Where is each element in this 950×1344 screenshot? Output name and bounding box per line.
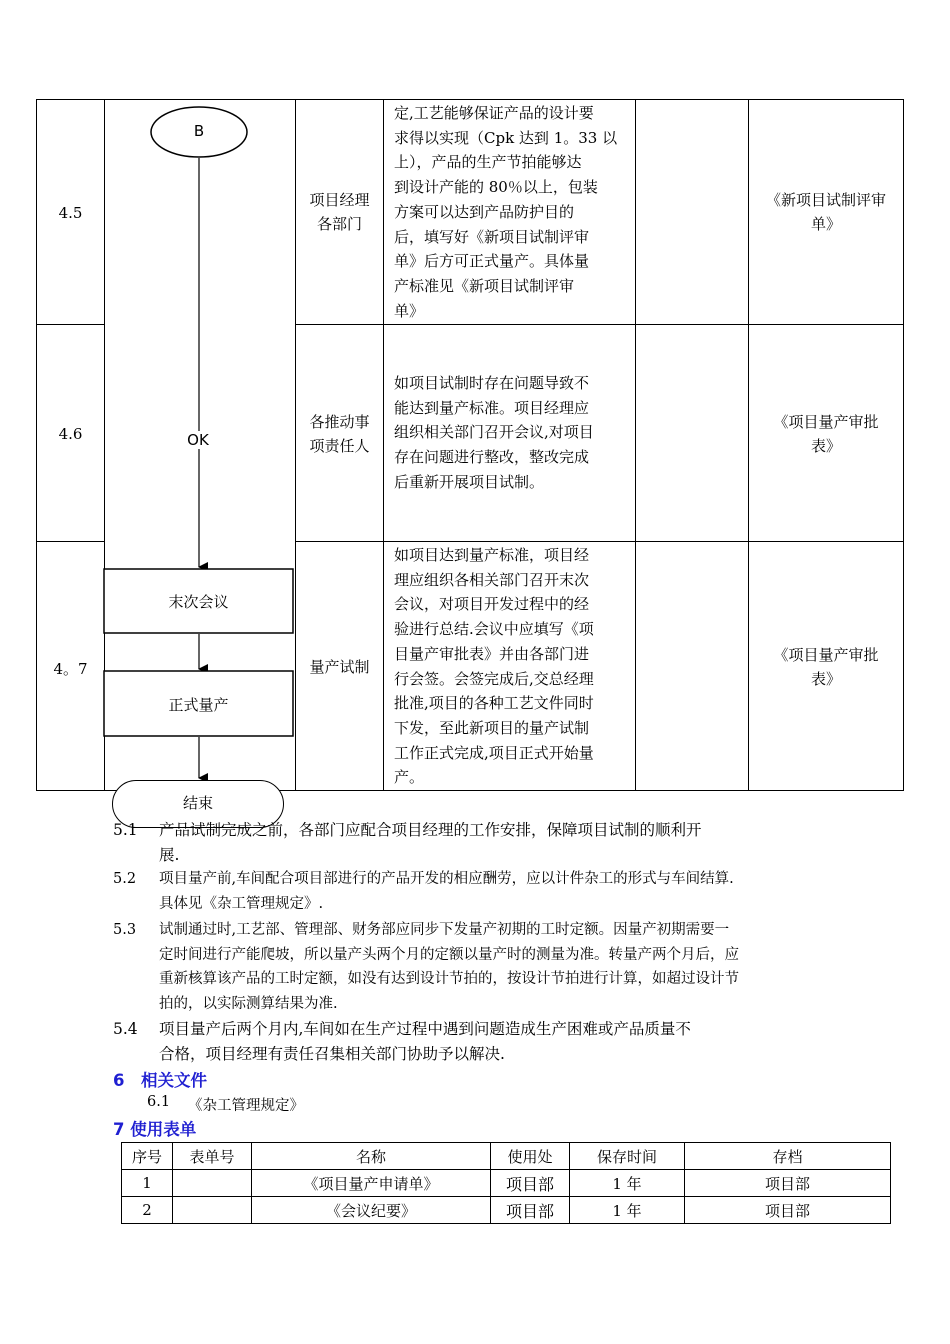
table-cell: 项目部 (685, 1197, 891, 1224)
step-number: 4.6 (58, 425, 83, 443)
step-number: 4.5 (58, 204, 83, 222)
table-cell: 《项目量产申请单》 (252, 1170, 491, 1197)
header-cell: 表单号 (173, 1143, 252, 1170)
note-text: 产品试制完成之前，各部门应配合项目经理的工作安排，保障项目试制的顺利开 展. (159, 821, 702, 864)
header-cell: 序号 (122, 1143, 173, 1170)
note-number: 5.3 (113, 922, 137, 938)
table-cell: 项目部 (491, 1197, 570, 1224)
note-text: 试制通过时,工艺部、管理部、财务部应同步下发量产初期的工时定额。因量产初期需要一 定时间进行产能爬坡，所以量产头两个月的定额以量产时的测量为准。转量产两个月后，应 重新核算该产品的工时定额，如没有达到设计节拍的，按设计节拍进行计算，如超过设计节 拍的，以实际测算结果为准. (159, 922, 739, 1012)
ok-label: OK (170, 431, 226, 449)
table-cell (173, 1197, 252, 1224)
note-number: 5.2 (113, 871, 137, 887)
responsible-text: 项目经理 各部门 (309, 191, 370, 233)
responsible-text: 量产试制 (309, 658, 370, 676)
note-number: 5.4 (113, 1020, 138, 1038)
header-cell: 存档 (685, 1143, 891, 1170)
table-row (122, 1170, 891, 1197)
end-label: 结束 (182, 794, 213, 812)
table-cell (173, 1170, 252, 1197)
final-meeting-label: 末次会议 (168, 593, 229, 611)
step-number: 4。7 (53, 660, 88, 678)
mass-production-label: 正式量产 (168, 696, 229, 714)
note-text: 项目量产前,车间配合项目部进行的产品开发的相应酬劳，应以计件杂工的形式与车间结算. 具体见《杂工管理规定》. (159, 871, 734, 912)
section-6-item-text: 《杂工管理规定》 (188, 1098, 304, 1114)
record-text: 《项目量产审批 表》 (773, 413, 879, 455)
record-text: 《项目量产审批 表》 (773, 646, 879, 688)
description-text: 如项目达到量产标准，项目经 理应组织各相关部门召开末次 会议，对项目开发过程中的经 验进行总结.会议中应填写《项 目量产审批表》并由各部门进 行会签。会签完成后,交总经理 批准,项目的各种工艺文件同时 下发，至此新项目的量产试制 工作正式完成,项目正式开始量 产。 (394, 546, 594, 787)
header-cell: 使用处 (491, 1143, 570, 1170)
table-cell: 项目部 (491, 1170, 570, 1197)
forms-table (121, 1142, 891, 1224)
table-cell: 2 (122, 1197, 173, 1224)
section-6-heading: 6 相关文件 (113, 1071, 207, 1090)
header-cell: 保存时间 (570, 1143, 685, 1170)
table-header-row (122, 1143, 891, 1170)
header-cell: 名称 (252, 1143, 491, 1170)
note-number: 5.1 (113, 821, 138, 839)
description-text: 如项目试制时存在问题导致不 能达到量产标准。项目经理应 组织相关部门召开会议,对项目 存在问题进行整改，整改完成 后重新开展项目试制。 (394, 374, 594, 491)
table-cell: 1 年 (570, 1197, 685, 1224)
table-cell: 1 (122, 1170, 173, 1197)
table-row (122, 1197, 891, 1224)
connector-b-label: B (193, 122, 205, 140)
table-cell: 《会议纪要》 (252, 1197, 491, 1224)
table-cell: 项目部 (685, 1170, 891, 1197)
responsible-text: 各推动事 项责任人 (309, 413, 370, 455)
note-text: 项目量产后两个月内,车间如在生产过程中遇到问题造成生产困难或产品质量不 合格，项目经理有责任召集相关部门协助予以解决. (159, 1020, 691, 1063)
description-text: 定,工艺能够保证产品的设计要 求得以实现（Cpk 达到 1。33 以 上），产品的生产节拍能够达 到设计产能的 80％以上，包装 方案可以达到产品防护目的 后，填写好《新项目试制评审 单》后方可正式量产。具体量 产标准见《新项目试制评审 单》 (394, 104, 618, 320)
section-6-item-number: 6.1 (147, 1094, 171, 1110)
section-7-heading: 7 使用表单 (113, 1120, 197, 1139)
record-text: 《新项目试制评审 单》 (765, 191, 886, 233)
table-cell: 1 年 (570, 1170, 685, 1197)
